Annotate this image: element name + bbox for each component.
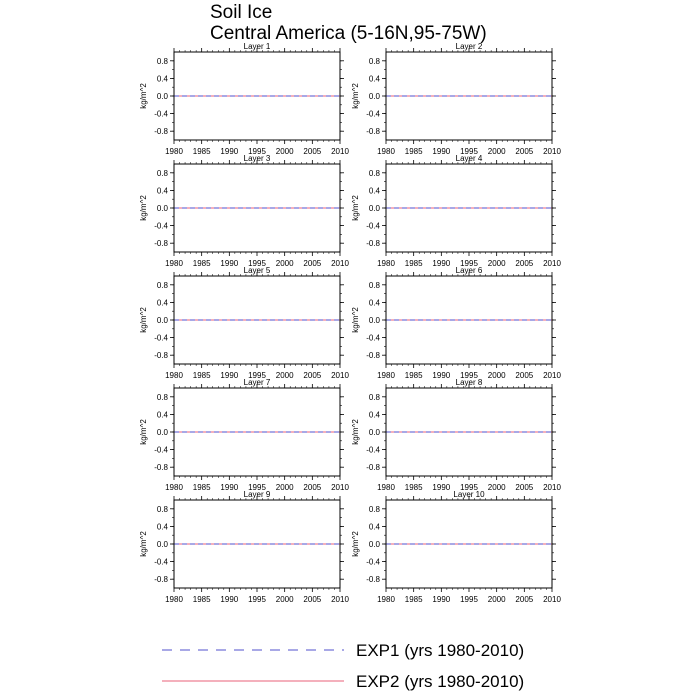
x-tick-label: 1980 [377,371,395,380]
y-tick-label: -0.4 [154,109,168,119]
x-tick-label: 1995 [248,259,266,268]
x-tick-label: 1980 [377,595,395,604]
y-tick-label: 0.0 [156,428,168,437]
x-tick-label: 1985 [192,371,211,380]
y-tick-label: 0.0 [368,204,380,213]
y-tick-label: 0.0 [156,92,168,101]
x-tick-label: 1990 [432,371,451,380]
y-tick-label: -0.8 [154,463,168,473]
y-tick-label: -0.8 [154,575,168,585]
x-tick-label: 2000 [487,371,506,380]
y-tick-label: -0.4 [366,109,380,119]
x-tick-label: 1980 [165,595,183,604]
x-tick-label: 2000 [275,147,294,156]
x-tick-label: 1995 [248,371,266,380]
x-tick-label: 2010 [543,147,561,156]
x-tick-label: 1980 [165,483,183,492]
x-tick-label: 2010 [331,483,349,492]
y-tick-label: -0.8 [366,463,380,473]
y-axis-label: kg/m^2 [351,195,360,221]
x-tick-label: 2000 [487,147,506,156]
x-tick-label: 2010 [331,147,349,156]
y-tick-label: -0.4 [154,333,168,343]
x-tick-label: 2010 [331,371,349,380]
y-tick-label: 0.8 [368,168,380,178]
y-tick-label: 0.0 [156,316,168,325]
x-tick-label: 2010 [331,595,349,604]
y-tick-label: 0.0 [156,204,168,213]
y-tick-label: 0.0 [368,540,380,549]
y-axis-label: kg/m^2 [351,83,360,109]
y-tick-label: 0.8 [156,280,168,290]
x-tick-label: 1990 [432,483,451,492]
x-tick-label: 2010 [331,259,349,268]
panel-6 [351,266,561,380]
y-axis-label: kg/m^2 [351,307,360,333]
panel-title: Layer 7 [243,378,271,387]
y-axis-label: kg/m^2 [139,83,148,109]
legend-entry-exp2 [162,672,524,691]
x-tick-label: 2010 [543,259,561,268]
panel-title: Layer 1 [243,42,271,51]
legend [162,641,524,691]
y-tick-label: 0.8 [368,56,380,66]
x-tick-label: 1995 [460,595,478,604]
y-tick-label: -0.8 [154,351,168,361]
panel-3 [139,154,349,268]
y-tick-label: -0.4 [154,221,168,231]
y-tick-label: 0.8 [368,392,380,402]
x-tick-label: 2005 [303,259,322,268]
legend-label: EXP2 (yrs 1980-2010) [356,672,525,691]
x-tick-label: 2005 [515,595,534,604]
y-tick-label: -0.8 [366,127,380,137]
x-tick-label: 2005 [303,595,322,604]
legend-entry-exp1 [162,641,524,660]
panel-4 [351,154,561,268]
y-tick-label: -0.4 [366,221,380,231]
y-axis-label: kg/m^2 [139,195,148,221]
x-tick-label: 1995 [248,147,266,156]
panel-title: Layer 10 [453,490,485,499]
x-tick-label: 2000 [275,595,294,604]
panel-title: Layer 4 [455,154,483,163]
title-line-2: Central America (5-16N,95-75W) [210,23,487,44]
x-tick-label: 2010 [543,371,561,380]
y-tick-label: 0.0 [368,92,380,101]
y-tick-label: 0.4 [368,74,380,84]
x-tick-label: 2005 [303,483,322,492]
x-tick-label: 1980 [165,147,183,156]
x-tick-label: 1995 [460,371,478,380]
x-tick-label: 1985 [192,483,211,492]
y-axis-label: kg/m^2 [139,531,148,557]
y-tick-label: -0.4 [366,445,380,455]
x-tick-label: 2005 [515,483,534,492]
y-tick-label: 0.8 [156,56,168,66]
x-tick-label: 1980 [165,371,183,380]
panel-title: Layer 3 [243,154,271,163]
y-tick-label: 0.4 [368,298,380,308]
y-axis-label: kg/m^2 [139,307,148,333]
y-axis-label: kg/m^2 [351,419,360,445]
x-tick-label: 1985 [192,259,211,268]
y-tick-label: -0.8 [366,575,380,585]
x-tick-label: 1990 [432,147,451,156]
y-tick-label: -0.4 [366,557,380,567]
y-tick-label: -0.4 [154,557,168,567]
panel-title: Layer 8 [455,378,483,387]
x-tick-label: 1995 [248,483,266,492]
x-tick-label: 1985 [404,147,423,156]
y-tick-label: -0.8 [154,127,168,137]
x-tick-label: 1995 [460,483,478,492]
x-tick-label: 2010 [543,483,561,492]
panel-8 [351,378,561,492]
x-tick-label: 1980 [377,147,395,156]
y-tick-label: 0.4 [156,298,168,308]
x-tick-label: 1995 [460,147,478,156]
x-tick-label: 2005 [515,371,534,380]
y-tick-label: 0.4 [156,186,168,196]
x-tick-label: 2005 [303,371,322,380]
y-tick-label: 0.8 [156,392,168,402]
x-tick-label: 1985 [404,595,423,604]
panel-grid [139,42,561,604]
x-tick-label: 1980 [377,483,395,492]
x-tick-label: 1980 [377,259,395,268]
y-tick-label: 0.0 [156,540,168,549]
y-tick-label: 0.4 [368,410,380,420]
y-tick-label: 0.4 [156,410,168,420]
x-tick-label: 1985 [404,371,423,380]
y-tick-label: 0.8 [368,504,380,514]
panel-1 [139,42,349,156]
title-line-1: Soil Ice [210,2,273,23]
y-tick-label: 0.0 [368,428,380,437]
panel-5 [139,266,349,380]
panel-title: Layer 6 [455,266,483,275]
x-tick-label: 2000 [275,483,294,492]
panel-title: Layer 9 [243,490,271,499]
x-tick-label: 1990 [220,595,239,604]
x-tick-label: 2000 [487,483,506,492]
x-tick-label: 2005 [303,147,322,156]
panel-title: Layer 2 [455,42,483,51]
x-tick-label: 1990 [220,147,239,156]
x-tick-label: 1985 [404,259,423,268]
x-tick-label: 1995 [248,595,266,604]
y-tick-label: 0.4 [368,522,380,532]
y-tick-label: 0.8 [156,168,168,178]
x-tick-label: 2010 [543,595,561,604]
y-tick-label: -0.8 [154,239,168,249]
panel-10 [351,490,561,604]
x-tick-label: 1990 [220,483,239,492]
x-tick-label: 1985 [192,595,211,604]
x-tick-label: 2000 [487,595,506,604]
x-tick-label: 1990 [432,259,451,268]
x-tick-label: 1985 [404,483,423,492]
legend-label: EXP1 (yrs 1980-2010) [356,641,525,660]
panel-7 [139,378,349,492]
x-tick-label: 1980 [165,259,183,268]
x-tick-label: 2000 [275,371,294,380]
x-tick-label: 1985 [192,147,211,156]
panel-9 [139,490,349,604]
y-tick-label: -0.4 [366,333,380,343]
y-tick-label: -0.8 [366,239,380,249]
y-tick-label: 0.8 [368,280,380,290]
x-tick-label: 1995 [460,259,478,268]
x-tick-label: 2005 [515,259,534,268]
x-tick-label: 1990 [220,259,239,268]
y-tick-label: 0.4 [368,186,380,196]
y-tick-label: 0.4 [156,522,168,532]
x-tick-label: 1990 [432,595,451,604]
y-tick-label: -0.8 [366,351,380,361]
y-tick-label: 0.4 [156,74,168,84]
x-tick-label: 2000 [487,259,506,268]
x-tick-label: 2005 [515,147,534,156]
y-axis-label: kg/m^2 [139,419,148,445]
x-tick-label: 1990 [220,371,239,380]
panel-2 [351,42,561,156]
y-tick-label: 0.0 [368,316,380,325]
x-tick-label: 2000 [275,259,294,268]
panel-title: Layer 5 [243,266,271,275]
y-axis-label: kg/m^2 [351,531,360,557]
y-tick-label: -0.4 [154,445,168,455]
y-tick-label: 0.8 [156,504,168,514]
